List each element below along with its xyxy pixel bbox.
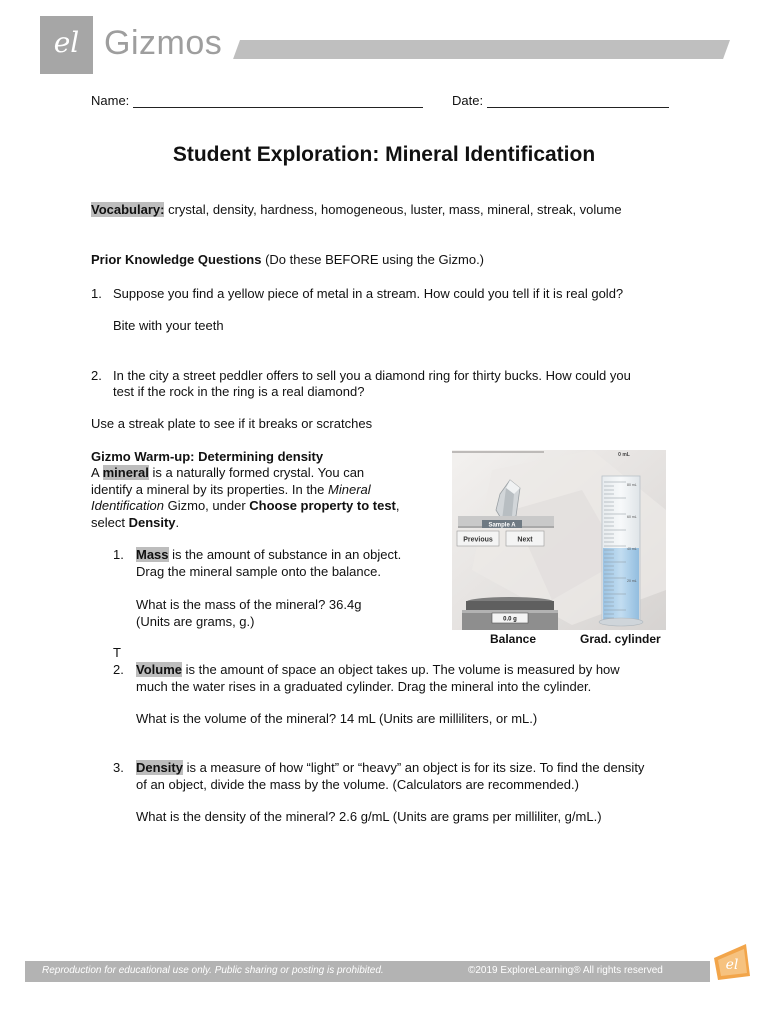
page-title: Student Exploration: Mineral Identification [172,143,596,166]
term-mineral: mineral [102,465,149,480]
item2-text: Volume is the amount of space an object takes up. The volume is measured by how much the water rises in a graduated cylinder. Drag the mineral into the cylinder. [136,662,620,694]
q2-number: 2. [91,368,102,383]
q2-text-line2: test if the rock in the ring is a real diamond? [113,384,365,399]
item1-answer[interactable]: What is the mass of the mineral? 36.4g (Units are grams, g.) [136,597,362,629]
date-field[interactable] [452,93,669,108]
date-label: Date: [452,93,484,108]
item3-text: Density is a measure of how “light” or “heavy” an object is for its size. To find the density of an object, divide the mass by the volume. (Calculators are recommended.) [136,760,645,792]
q1-number: 1. [91,286,102,301]
balance-icon[interactable] [462,597,558,630]
item2-number: 2. [113,662,124,677]
warmup-intro: A mineral is a naturally formed crystal. You can identify a mineral by its properties. In the Mineral Identification Gizmo, under Choose property to test, select Density. [91,465,400,530]
q2-text-line1: In the city a street peddler offers to sell you a diamond ring for thirty bucks. How could you [113,368,631,383]
previous-button-label: Previous [463,536,493,544]
cylinder-mark-4: 20 mL [627,579,637,583]
graduated-cylinder-icon[interactable] [599,452,643,626]
next-button[interactable] [506,531,544,546]
stray-text: T [113,645,121,660]
term-volume: Volume [136,662,182,677]
balance-readout: 0.0 g [503,616,517,623]
prior-heading-text: Prior Knowledge Questions [91,252,262,267]
gizmos-logo [40,16,93,74]
vocabulary [91,202,622,217]
footer-copyright: ©2019 ExploreLearning® All rights reserved [468,965,663,976]
cylinder-top-label: 0 mL [618,452,630,458]
warmup-heading: Gizmo Warm-up: Determining density [91,449,324,464]
term-mass: Mass [136,547,169,562]
footer-notice: Reproduction for educational use only. Public sharing or posting is prohibited. [42,965,384,976]
item2-answer[interactable]: What is the volume of the mineral? 14 mL (Units are milliliters, or mL.) [136,711,538,726]
cylinder-mark-3: 40 mL [627,547,637,551]
caption-balance: Balance [490,632,537,646]
svg-text:el: el [725,957,739,973]
choose-property-text: Choose property to test [249,498,396,513]
item1-number: 1. [113,547,124,562]
item3-answer[interactable]: What is the density of the mineral? 2.6 g/mL (Units are grams per milliliter, g/mL.) [136,809,602,824]
term-density: Density [136,760,183,775]
gizmo-screenshot [452,450,666,630]
caption-cylinder: Grad. cylinder [580,632,661,646]
q1-answer[interactable]: Bite with your teeth [113,318,224,333]
brand-name: Gizmos [104,24,223,62]
previous-button[interactable] [457,531,499,546]
next-button-label: Next [517,536,533,544]
gizmo-illustration [452,450,666,630]
prior-note: (Do these BEFORE using the Gizmo.) [265,252,485,267]
q2-answer[interactable]: Use a streak plate to see if it breaks or scratches [91,416,373,431]
name-field[interactable] [91,93,423,108]
density-option-text: Density [128,514,176,530]
date-line[interactable] [487,93,669,108]
item3-number: 3. [113,760,124,775]
name-label: Name: [91,93,130,108]
cylinder-mark-1: 80 mL [627,483,637,487]
name-line[interactable] [133,93,423,108]
cylinder-mark-2: 60 mL [627,515,637,519]
prior-knowledge-heading [91,252,484,267]
logo-mark: el [53,26,80,59]
header-bar [233,40,730,59]
sample-label: Sample A [488,522,516,529]
item1-text: Mass is the amount of substance in an object. Drag the mineral sample onto the balance. [136,547,402,579]
vocabulary-label: Vocabulary: [91,202,165,217]
vocabulary-terms: crystal, density, hardness, homogeneous, luster, mass, mineral, streak, volume [168,202,622,217]
explorelearning-logo-icon [710,940,754,984]
q1-text: Suppose you find a yellow piece of metal in a stream. How could you tell if it is real gold? [113,286,624,301]
